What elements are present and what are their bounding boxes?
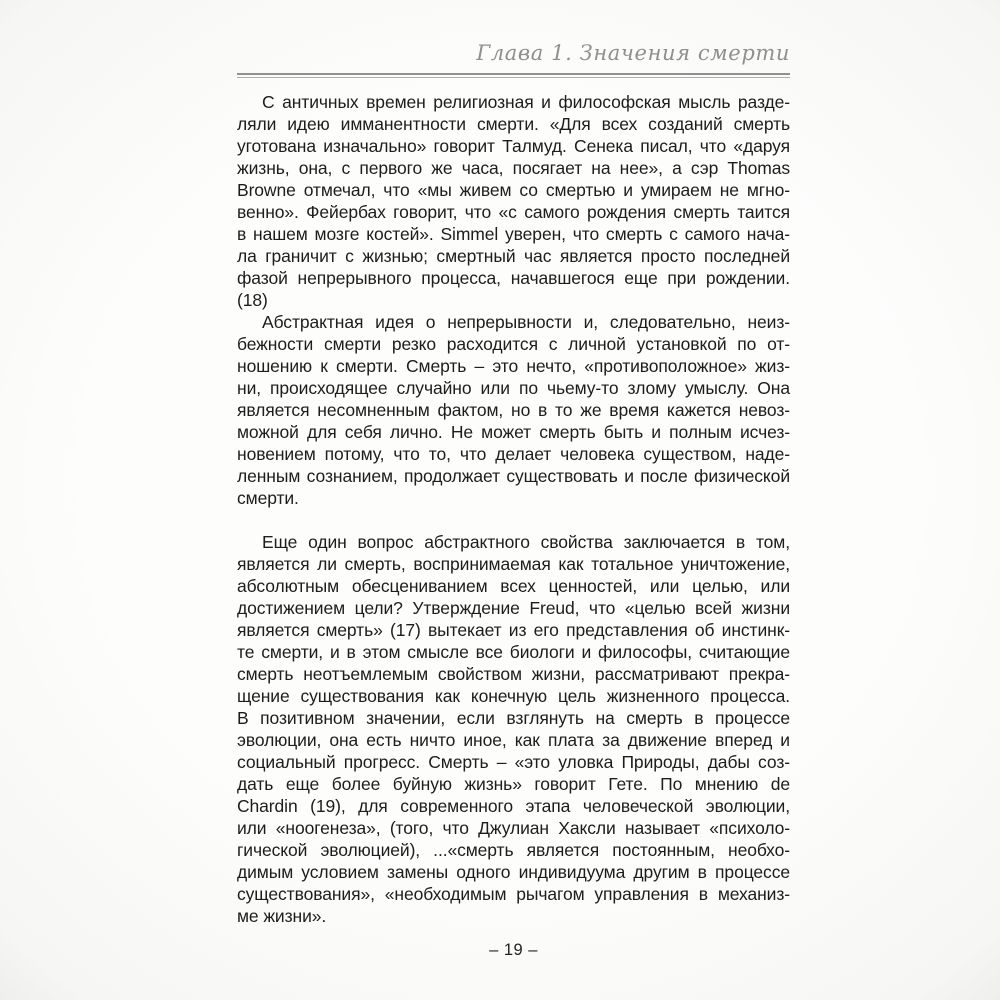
- text-line: является несомненным фактом, но в то же время кажется невоз-: [237, 400, 790, 420]
- text-line: ленным сознанием, продолжает существовать и после физической: [237, 466, 790, 486]
- text-line: или «ноогенеза», (того, что Джулиан Хаксли называет «психоло-: [237, 818, 790, 838]
- text-line: существования», «необходимым рычагом управления в механиз-: [237, 884, 790, 904]
- text-line: достижением цели? Утверждение Freud, что «целью всей жизни: [237, 598, 790, 618]
- text-line: венно». Фейербах говорит, что «с самого рождения смерть таится: [237, 202, 790, 222]
- text-line: ла граничит с жизнью; смертный час является просто последней: [237, 246, 790, 266]
- text-line: ляли идею имманентности смерти. «Для всех созданий смерть: [237, 114, 790, 134]
- text-line: Абстрактная идея о непрерывности и, следовательно, неиз-: [262, 312, 790, 332]
- text-line: Еще один вопрос абстрактного свойства заключается в том,: [262, 532, 790, 552]
- text-line: новением потому, что то, что делает человека существом, наде-: [237, 444, 790, 464]
- text-line: фазой непрерывного процесса, начавшегося еще при рождении.: [237, 268, 790, 288]
- text-line: димым условием замены одного индивидуума другим в процессе: [237, 862, 790, 882]
- text-line: можной для себя лично. Не может смерть быть и полным исчез-: [237, 422, 790, 442]
- text-line: бежности смерти резко расходится с личной установкой по от-: [237, 334, 790, 354]
- body-text: [237, 91, 790, 927]
- text-line: щение существования как конечную цель жизненного процесса.: [237, 686, 790, 706]
- header-rule-top: [237, 73, 790, 75]
- text-line: Browne отмечал, что «мы живем со смертью и умираем не мгно-: [237, 180, 790, 200]
- text-line: жизнь, она, с первого же часа, посягает на нее», а сэр Thomas: [237, 158, 790, 178]
- text-line: гической эволюцией), ...«смерть является постоянным, необхо-: [237, 840, 790, 860]
- text-line: уготована изначально» говорит Талмуд. Сенека писал, что «даруя: [237, 136, 790, 156]
- text-line: дать еще более буйную жизнь» говорит Гете. По мнению de: [237, 774, 790, 794]
- text-line: ме жизни».: [237, 906, 327, 926]
- text-line: является ли смерть, воспринимаемая как тотальное уничтожение,: [237, 554, 790, 574]
- text-line: (18): [237, 290, 268, 310]
- text-line: в нашем мозге костей». Simmel уверен, что смерть с самого нача-: [237, 224, 790, 244]
- text-line: является смерть» (17) вытекает из его представления об инстинк-: [237, 620, 790, 640]
- text-line: С античных времен религиозная и философская мысль разде-: [262, 92, 790, 112]
- text-line: В позитивном значении, если взглянуть на смерть в процессе: [237, 708, 790, 728]
- text-line: смерти.: [237, 488, 299, 508]
- paragraph: [237, 311, 790, 509]
- text-line: ношению к смерти. Смерть – это нечто, «противоположное» жиз-: [237, 356, 790, 376]
- text-line: социальный прогресс. Смерть – «это уловка Природы, дабы соз-: [237, 752, 790, 772]
- text-line: Chardin (19), для современного этапа человеческой эволюции,: [237, 796, 790, 816]
- text-line: эволюции, она есть ничто иное, как плата за движение вперед и: [237, 730, 790, 750]
- header-rule: [237, 73, 790, 78]
- text-line: ни, происходящее случайно или по чьему-то злому умыслу. Она: [237, 378, 790, 398]
- text-line: те смерти, и в этом смысле все биологи и философы, считающие: [237, 642, 790, 662]
- header-rule-bottom: [237, 77, 790, 78]
- page-number: – 19 –: [489, 941, 538, 959]
- chapter-header: Глава 1. Значения смерти: [476, 41, 790, 65]
- text-line: смерть неотъемлемым свойством жизни, рассматривают прекра-: [237, 664, 790, 684]
- text-line: абсолютным обесцениванием всех ценностей, или целью, или: [237, 576, 790, 596]
- page-content: [237, 40, 790, 927]
- paragraph: [237, 531, 790, 927]
- paragraph: [237, 91, 790, 311]
